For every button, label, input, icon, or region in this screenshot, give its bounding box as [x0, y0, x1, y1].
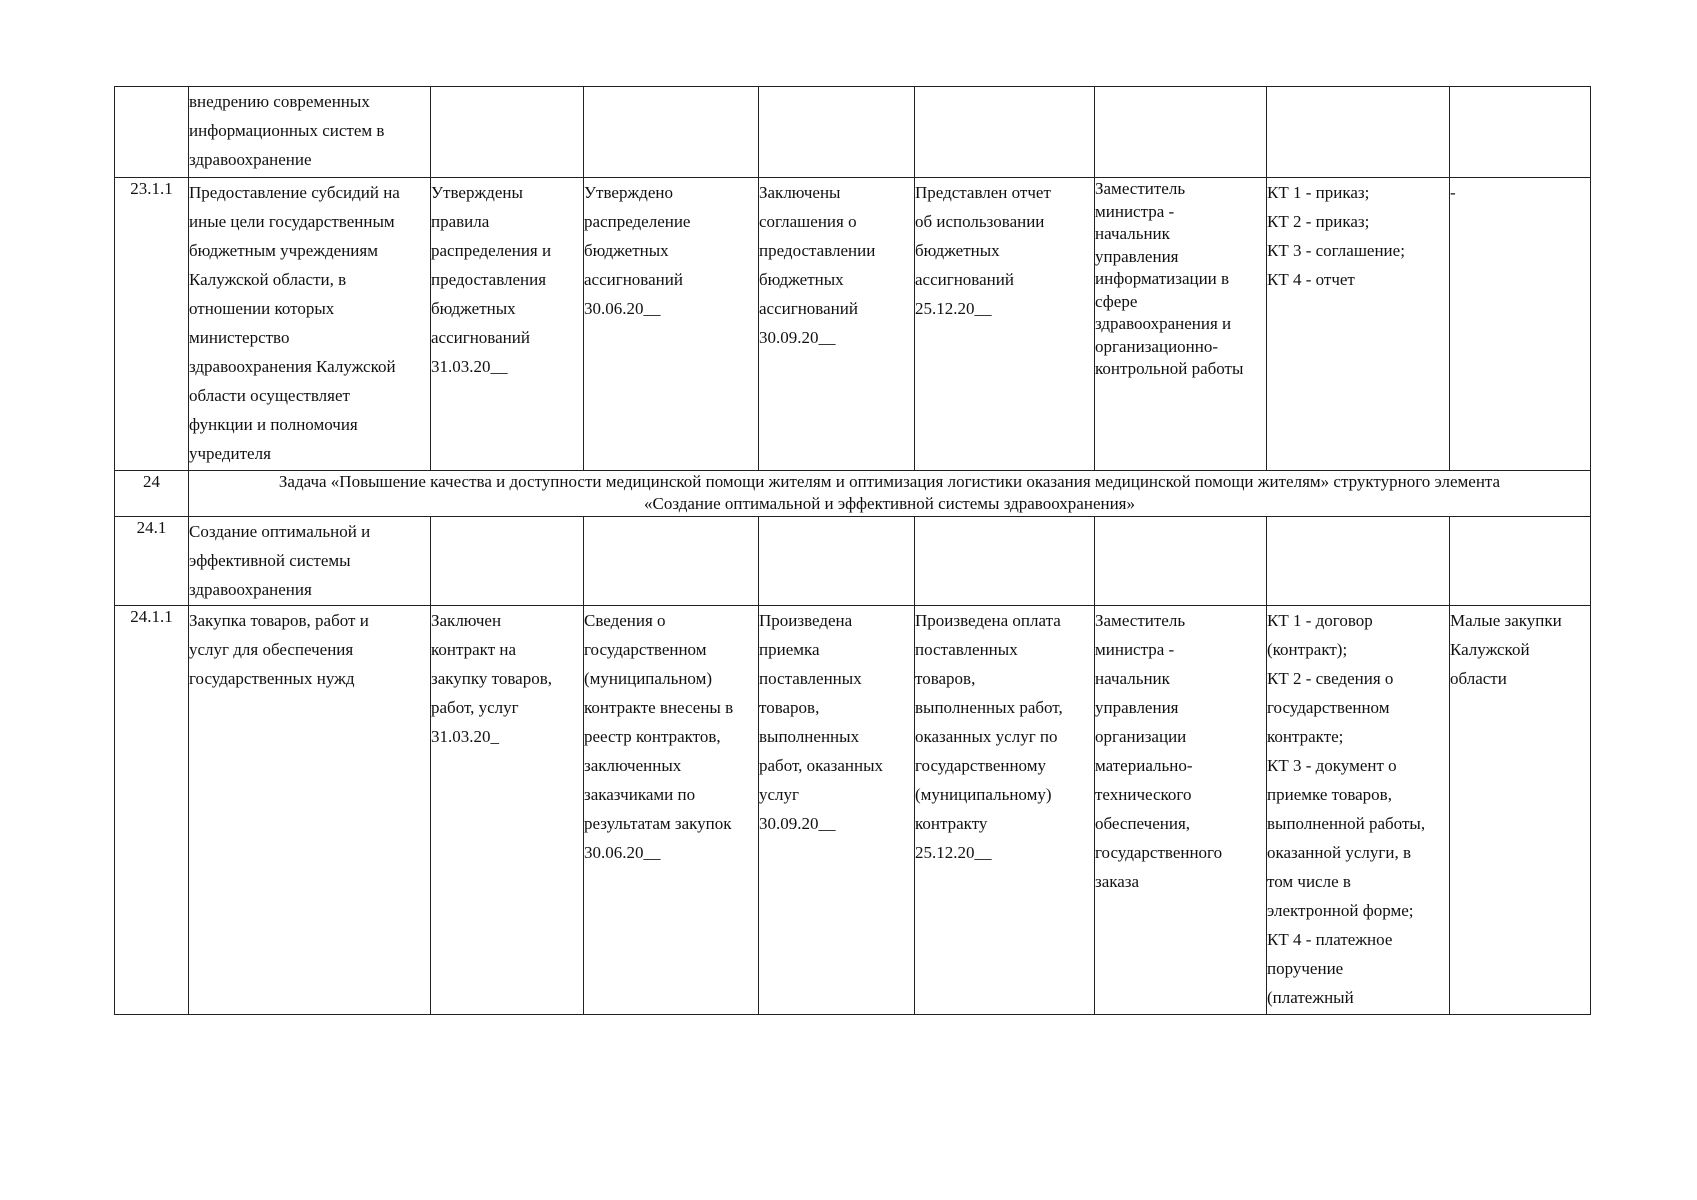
plan-table	[114, 86, 1591, 1015]
kt1-cell	[431, 517, 584, 606]
responsible-cell: Заместитель министра - начальник управления организации материально- технического обеспечения, государственного заказа	[1095, 606, 1267, 1015]
confirming-document-cell: КТ 1 - договор (контракт); КТ 2 - сведения о государственном контракте; КТ 3 - документ о приемке товаров, выполненной работы, оказанной услуги, в том числе в электронной форме; КТ 4 - платежное поручение (платежный	[1267, 606, 1450, 1015]
kt4-cell: Произведена оплата поставленных товаров, выполненных работ, оказанных услуг по государственному (муниципальному) контракту 25.12.20__	[915, 606, 1095, 1015]
event-name-cell: Создание оптимальной и эффективной системы здравоохранения	[189, 517, 431, 606]
kt2-cell: Утверждено распределение бюджетных ассигнований 30.06.20__	[584, 178, 759, 471]
row-number	[115, 87, 189, 178]
kt4-cell: Представлен отчет об использовании бюджетных ассигнований 25.12.20__	[915, 178, 1095, 471]
confirming-document-cell	[1267, 87, 1450, 178]
kt1-cell: Утверждены правила распределения и предоставления бюджетных ассигнований 31.03.20__	[431, 178, 584, 471]
row-number: 24	[115, 471, 189, 517]
table-row	[115, 178, 1591, 471]
kt3-cell	[759, 517, 915, 606]
kt3-cell: Заключены соглашения о предоставлении бюджетных ассигнований 30.09.20__	[759, 178, 915, 471]
info-system-cell: Малые закупки Калужской области	[1450, 606, 1591, 1015]
kt4-cell	[915, 87, 1095, 178]
kt2-cell: Сведения о государственном (муниципальном) контракте внесены в реестр контрактов, заключенных заказчиками по результатам закупок 30.06.20__	[584, 606, 759, 1015]
row-number: 23.1.1	[115, 178, 189, 471]
row-number: 24.1	[115, 517, 189, 606]
confirming-document-cell: КТ 1 - приказ; КТ 2 - приказ; КТ 3 - соглашение; КТ 4 - отчет	[1267, 178, 1450, 471]
table-row	[115, 517, 1591, 606]
kt1-cell: Заключен контракт на закупку товаров, работ, услуг 31.03.20_	[431, 606, 584, 1015]
responsible-cell	[1095, 517, 1267, 606]
kt4-cell	[915, 517, 1095, 606]
info-system-cell: -	[1450, 178, 1591, 471]
task-heading-cell: Задача «Повышение качества и доступности медицинской помощи жителям и оптимизация логистики оказания медицинской помощи жителям» структурного элемента «Создание оптимальной и эффективной системы здравоохранения»	[189, 471, 1591, 517]
kt2-cell	[584, 87, 759, 178]
table-row	[115, 87, 1591, 178]
kt3-cell	[759, 87, 915, 178]
table-row	[115, 606, 1591, 1015]
kt2-cell	[584, 517, 759, 606]
row-number: 24.1.1	[115, 606, 189, 1015]
table-row	[115, 471, 1591, 517]
responsible-cell: Заместитель министра - начальник управления информатизации в сфере здравоохранения и организационно- контрольной работы	[1095, 178, 1267, 471]
info-system-cell	[1450, 517, 1591, 606]
kt3-cell: Произведена приемка поставленных товаров, выполненных работ, оказанных услуг 30.09.20__	[759, 606, 915, 1015]
event-name-cell: Закупка товаров, работ и услуг для обеспечения государственных нужд	[189, 606, 431, 1015]
kt1-cell	[431, 87, 584, 178]
confirming-document-cell	[1267, 517, 1450, 606]
info-system-cell	[1450, 87, 1591, 178]
event-name-cell: Предоставление субсидий на иные цели государственным бюджетным учреждениям Калужской области, в отношении которых министерство здравоохранения Калужской области осуществляет функции и полномочия учредителя	[189, 178, 431, 471]
responsible-cell	[1095, 87, 1267, 178]
event-name-cell: внедрению современных информационных систем в здравоохранение	[189, 87, 431, 178]
